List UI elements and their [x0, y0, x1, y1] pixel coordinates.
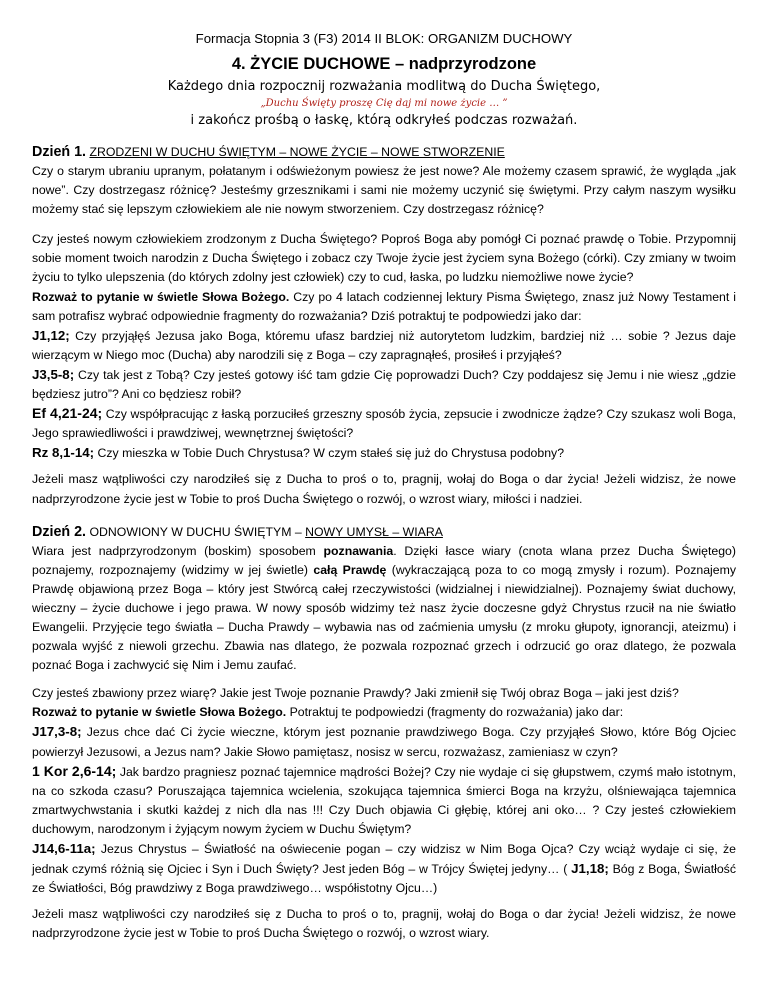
day2-reflect: [32, 703, 736, 722]
day1-reflect-bold: Rozważ to pytanie w świetle Słowa Bożego.: [32, 289, 290, 304]
page-title: 4. ŻYCIE DUCHOWE – nadprzyrodzone: [231, 55, 537, 73]
day2-reflect-bold: Rozważ to pytanie w świetle Słowa Bożego.: [32, 705, 287, 720]
scripture-question: Bóg z Boga, Światłość ze Światłości, Bóg prawdziwy z Boga prawdziwego… współistotny Ojcu…): [32, 862, 736, 896]
scripture-ref: J1,18;: [571, 861, 609, 877]
day1-title: ZRODZENI W DUCHU ŚWIĘTYM – NOWE ŻYCIE – NOWE STWORZENIE: [89, 145, 505, 159]
intro-line-1: Każdego dnia rozpocznij rozważania modlitwą do Ducha Świętego,: [167, 79, 601, 94]
text-run: (wykraczającą poza to co mogą zmysły i rozum). Poznajemy Prawdę objawioną przez Boga – który jest Stwórcą całej rzeczywistości (widzialnej i niewidzialnej). Poznajemy świat duchowy, wieczny – życie duchowe i jego prawa. W nowy sposób widzimy też nasz życie doczesne gdyż Chrystus rzucił na nie światło Ewangelii. Przyjęcie tego światła – Ducha Prawdy – wybawia nas od zaćmienia umysłu (z mroku głupoty, ignorancji, ateizmu) i pozwala wyjść z niewoli grzechu. Zbawia nas dlatego, że pozwala rozpoznać grzech i odrzucić go oraz dlatego, że pozwala poznać Boga i zachwycić się Nim i Jemu zaufać.: [32, 562, 737, 673]
day1-ref-item: [32, 326, 736, 365]
scripture-question: Czy mieszka w Tobie Duch Chrystusa? W czym stałeś się już do Chrystusa podobny?: [94, 446, 565, 461]
prayer-quote: „Duchu Święty proszę Cię daj mi nowe życie … ”: [260, 98, 508, 109]
day2-ref-item: [32, 722, 736, 761]
text-run-bold: całą Prawdę: [313, 562, 387, 577]
text-run: . Dzięki łasce wiary (cnota wlana przez Ducha Świętego) poznajemy, rozpoznajemy (widzimy w jej świetle): [32, 543, 736, 577]
day2-title-b: NOWY UMYSŁ – WIARA: [305, 524, 443, 539]
day1-paragraph-2: Czy jesteś nowym człowiekiem zrodzonym z Ducha Świętego? Poproś Boga aby pomógł Ci poznać prawdę o Tobie. Przypomnij sobie moment twoich narodzin z Ducha Świętego i zobacz czy Twoje życie jest życiem syna Bożego (córki). Czy zmiany w twoim życiu to tylko ulepszenia (do których zdolny jest człowiek) czy to cud, łaska, po ludzku niemożliwe nowe życie?: [32, 232, 736, 285]
scripture-ref: Rz 8,1-14;: [32, 445, 95, 461]
day2-reflect-text: Potraktuj te podpowiedzi (fragmenty do rozważania) jako dar:: [286, 705, 624, 720]
day1-ref-item: [32, 365, 736, 404]
day2-ref-item: [32, 762, 736, 839]
day2-label: Dzień 2.: [32, 523, 87, 540]
scripture-ref: J3,5-8;: [32, 366, 75, 382]
scripture-question: Jezus Chrystus – Światłość na oświecenie pogan – czy widzisz w Nim Boga Ojca? Czy wciąż wydaje ci się, że jednak czymś różnią się Ojciec i Syn i Duch Święty? Jest jeden Bóg – w Trójcy Świętej jedyny… (: [32, 842, 736, 877]
scripture-question: Jak bardzo pragniesz poznać tajemnice mądrości Bożej? Czy nie wydaje ci się głupstwem, czymś mało istotnym, na co szkoda czasu? Poruszająca tajemnica wcielenia, szokująca tajemnica śmierci Boga na krzyżu, olśniewająca tajemnica zmartwychwstania i skutki każdej z nich dla nas !!! Czy Duch objawia Ci głębię, której ani oko… ? Czy jesteś człowiekiem duchowym, narodzonym i żyjącym nowym życiem w Duchu Świętym?: [32, 764, 736, 836]
text-run: Wiara jest nadprzyrodzonym (boskim) sposobem: [32, 543, 324, 558]
course-header: Formacja Stopnia 3 (F3) 2014 II BLOK: ORGANIZM DUCHOWY: [195, 31, 573, 46]
day2-closing: Jeżeli masz wątpliwości czy narodziłeś się z Ducha to proś o to, pragnij, wołaj do Boga o dar życia! Jeżeli widzisz, że nowe nadprzyrodzone życie jest w Tobie to proś Ducha Świętego o rozwój, o wzrost wiary.: [32, 907, 736, 941]
scripture-ref: J1,12;: [32, 327, 70, 343]
day1-ref-item: [32, 443, 736, 463]
day2-title-a: ODNOWIONY W DUCHU ŚWIĘTYM –: [89, 524, 306, 539]
day1-reflect-text: Czy po 4 latach codziennej lektury Pisma Świętego, znasz już Nowy Testament i sam potrafisz wybrać odpowiednie fragmenty do rozważania? Dziś potraktuj te podpowiedzi jako dar:: [32, 289, 736, 323]
scripture-ref: 1 Kor 2,6-14;: [32, 762, 117, 779]
day1-heading: [32, 143, 736, 162]
scripture-question: Czy tak jest z Tobą? Czy jesteś gotowy iść tam gdzie Cię poprowadzi Duch? Czy poddajesz się Jemu i nie wiesz „gdzie będziesz jutro”? Ani co będziesz robił?: [32, 367, 736, 402]
scripture-question: Czy współpracując z łaską porzuciłeś grzeszny sposób życia, zepsucie i zwodnicze żądze? Czy szukasz woli Boga, Jego sprawiedliwości i prawdziwej, wewnętrznej świętości?: [32, 407, 736, 441]
day2-paragraph-1: [32, 542, 736, 676]
scripture-question: Jezus chce dać Ci życie wieczne, którym jest poznanie prawdziwego Boga. Czy przyjąłeś Słowo, które Bóg Ojciec powierzył Jezusowi, a Jezus nam? Jakie Słowo pamiętasz, nosisz w sercu, rozważasz, zamieniasz w czyn?: [32, 725, 736, 759]
day1-paragraph-1: Czy o starym ubraniu upranym, połatanym i odświeżonym powiesz że jest nowe? Ale możemy czasem sprawić, że wygląda „jak nowe”. Czy dostrzegasz różnicę? Jesteśmy grzesznikami i sami nie możemy uczynić się świętymi. Przy całym naszym wysiłku możemy stać się lepszym człowiekiem ale nie nowym stworzeniem. Czy dostrzegasz różnicę?: [32, 164, 736, 217]
day2-heading: [32, 523, 736, 542]
scripture-question: Czy przyjąłęś Jezusa jako Boga, któremu ufasz bardziej niż autorytetom ludzkim, bardziej niż … sobie ? Jezus daje wierzącym w Niego moc (Ducha) aby narodzili się z Boga – czy zapragnąłeś, prosiłeś i przyjąłeś?: [32, 328, 736, 362]
scripture-ref: Ef 4,21-24;: [32, 405, 103, 422]
day1-ref-item: [32, 404, 736, 443]
day1-closing: Jeżeli masz wątpliwości czy narodziłeś się z Ducha to proś o to, pragnij, wołaj do Boga o dar życia! Jeżeli widzisz, że nowe nadprzyrodzone życie jest w Tobie to proś Ducha Świętego o rozwój, o wzrost wiary, miłości i nadziei.: [32, 472, 736, 506]
intro-line-2: i zakończ prośbą o łaskę, którą odkryłeś podczas rozważań.: [190, 113, 578, 128]
text-run-bold: poznawania: [323, 543, 394, 558]
day1-reflect: [32, 288, 736, 326]
day2-paragraph-2: Czy jesteś zbawiony przez wiarę? Jakie jest Twoje poznanie Prawdy? Jaki zmienił się Twój obraz Boga – jaki jest dziś?: [32, 686, 679, 701]
scripture-ref: J17,3-8;: [32, 724, 82, 740]
day2-ref-item: [32, 839, 736, 898]
scripture-ref: J14,6-11a;: [32, 841, 96, 856]
day1-label: Dzień 1.: [32, 144, 87, 160]
